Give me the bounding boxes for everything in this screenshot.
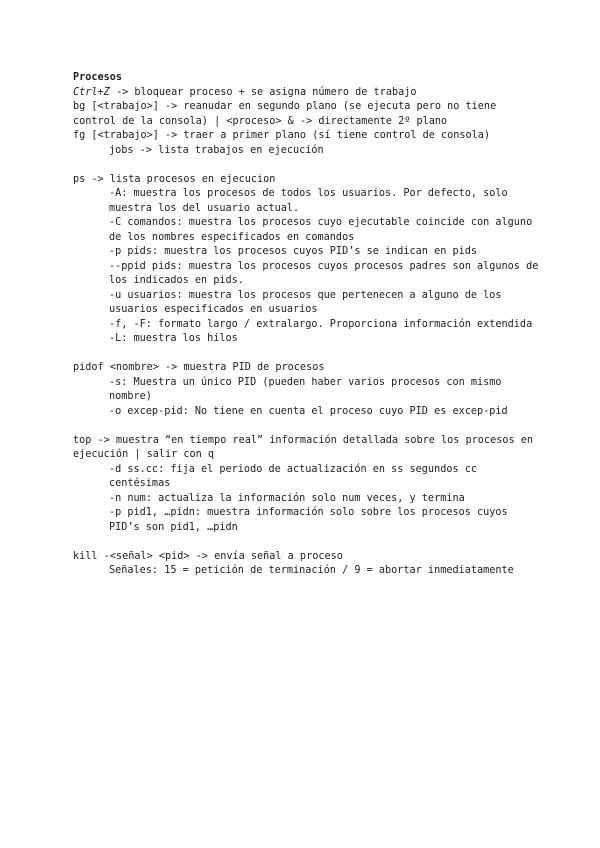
fg-line: fg [<trabajo>] -> traer a primer plano (sí tiene control de consola) bbox=[73, 130, 491, 141]
top-option-n: -n num: actualiza la información solo num veces, y termina bbox=[109, 492, 465, 504]
spacer bbox=[73, 419, 543, 434]
ctrlz-description: -> bloquear proceso + se asigna número de trabajo bbox=[109, 86, 417, 98]
bg-line: bg [<trabajo>] -> reanudar en segundo plano (se ejecuta pero no tiene control de la consola) | <proceso> & -> directamente 2º plano bbox=[73, 101, 497, 127]
ps-header: ps -> lista procesos en ejecucion bbox=[73, 173, 276, 185]
document-page bbox=[73, 71, 543, 579]
kill-signals: Señales: 15 = petición de terminación / 9 = abortar inmediatamente bbox=[109, 565, 514, 576]
ps-option-ppid: --ppid pids: muestra los procesos cuyos procesos padres son algunos de los indicados en pids. bbox=[109, 260, 539, 286]
top-option-d: -d ss.cc: fija el periodo de actualización en ss segundos cc centésimas bbox=[109, 463, 478, 489]
top-option-p: -p pid1, …pidn: muestra información solo sobre los procesos cuyos PID’s son pid1, …pidn bbox=[109, 507, 508, 533]
ps-option-f: -f, -F: formato largo / extralargo. Proporciona información extendida bbox=[109, 318, 533, 330]
ps-option-a: -A: muestra los procesos de todos los usuarios. Por defecto, solo muestra los del usuario actual. bbox=[109, 188, 508, 214]
top-header: top -> muestra “en tiempo real” información detallada sobre los procesos en ejecución | salir con q bbox=[73, 434, 534, 460]
ps-option-p: -p pids: muestra los procesos cuyos PID’s se indican en pids bbox=[109, 246, 478, 257]
pidof-header: pidof <nombre> -> muestra PID de procesos bbox=[73, 362, 325, 373]
pidof-option-s: -s: Muestra un único PID (pueden haber varios procesos con mismo nombre) bbox=[109, 376, 502, 402]
kill-header: kill -<señal> <pid> -> envía señal a proceso bbox=[73, 550, 343, 562]
spacer bbox=[73, 347, 543, 362]
pidof-option-o: -o excep-pid: No tiene en cuenta el proceso cuyo PID es excep-pid bbox=[109, 405, 508, 417]
ctrlz-shortcut: Ctrl+Z bbox=[73, 86, 110, 98]
ps-option-c: -C comandos: muestra los procesos cuyo ejecutable coincide con alguno de los nombres especificados en comandos bbox=[109, 217, 533, 243]
page-title: Procesos bbox=[73, 72, 123, 83]
ps-option-u: -u usuarios: muestra los procesos que pertenecen a alguno de los usuarios especificados en usuarios bbox=[109, 289, 502, 315]
ps-option-l: -L: muestra los hilos bbox=[109, 333, 238, 344]
ctrlz-line bbox=[73, 86, 543, 101]
jobs-line: jobs -> lista trabajos en ejecución bbox=[109, 144, 324, 156]
spacer bbox=[73, 535, 543, 550]
spacer bbox=[73, 158, 543, 173]
